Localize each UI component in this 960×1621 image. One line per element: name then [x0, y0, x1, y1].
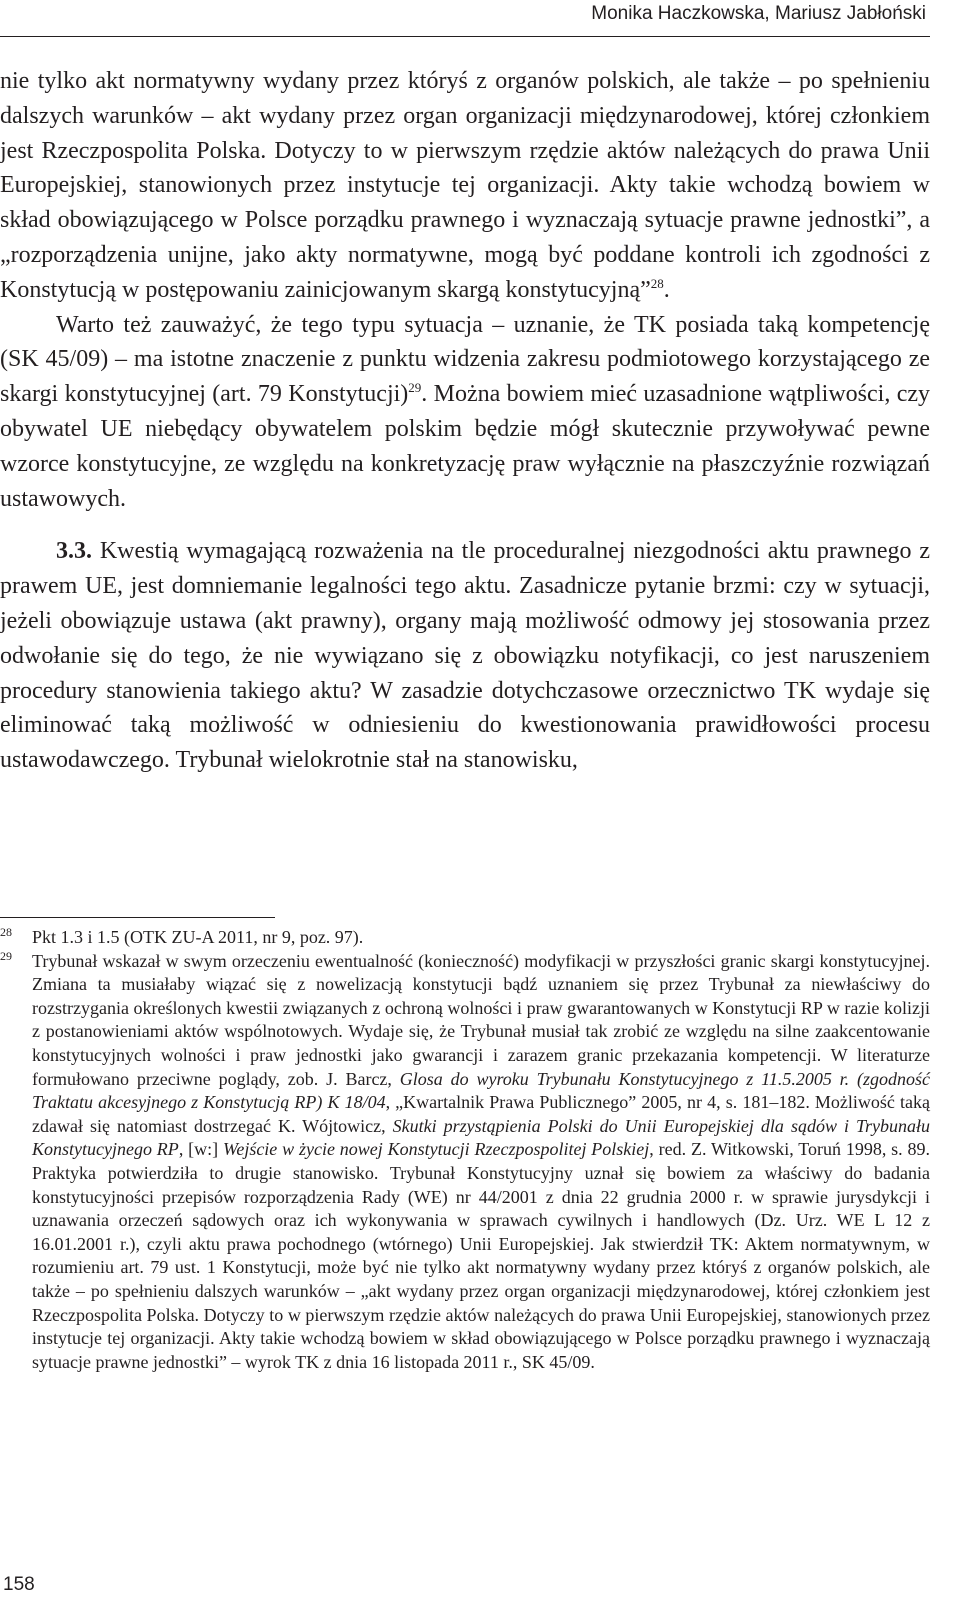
footnote-number: 29 — [0, 948, 12, 963]
running-head-authors: Monika Haczkowska, Mariusz Jabłoński — [591, 3, 926, 24]
paragraph-1 — [0, 64, 930, 308]
footnote-ref-28[interactable]: 28 — [650, 275, 664, 291]
paragraph-3 — [0, 534, 930, 778]
footnote-ref-29[interactable]: 29 — [408, 380, 422, 396]
footnote-text-b: , „Kwartalnik Prawa Publicznego” 2005, nr 4, s. 181–182. Możliwość taką zdawał się natomiast dostrzegać K. Wójtowicz, — [32, 1092, 930, 1136]
header-rule — [0, 36, 930, 37]
footnote-text-c: , [w:] — [178, 1139, 223, 1160]
cited-title-wejscie: Wejście w życie nowej Konstytucji Rzeczpospolitej Polskiej — [222, 1139, 650, 1160]
footnote-text: Pkt 1.3 i 1.5 (OTK ZU-A 2011, nr 9, poz. 97). — [32, 927, 364, 947]
footnote-text-d: , red. Z. Witkowski, Toruń 1998, s. 89. Praktyka potwierdziła to drugie stanowisko. Trybunał Konstytucyjny uznał się bowiem za właściwy do badania konstytucyjności przepisów rozporządzenia Rady (WE) nr 44/2001 z dnia 22 grudnia 2000 r. w sprawie jurysdykcji i uznawania orzeczeń sądowych oraz ich wykonywania w sprawach cywilnych i handlowych (Dz. Urz. WE L 12 z 16.01.2001 r.), czyli aktu prawa pochodnego (wtórnego) Unii Europejskiej. Jak stwierdził TK: Aktem normatywnym, w rozumieniu art. 79 ust. 1 Konstytucji, może być nie tylko akt normatywny wydany przez któryś z organów polskich, ale także – po spełnieniu dalszych warunków – „akt wydany przez organ organizacji międzynarodowej, której członkiem jest Rzeczpospolita Polska. Dotyczy to w pierwszym rzędzie aktów należących do prawa Unii Europejskiej, stanowionych przez instytucje tej organizacji. Akty takie wchodzą bowiem w skład obowiązującego w Polsce porządku prawnego i wyznaczają sytuacje prawne jednostki” – wyrok TK z dnia 16 listopada 2011 r., SK 45/09. — [32, 1139, 931, 1372]
cited-title-glosa: Glosa do wyroku Trybunału Konstytucyjnego z 11.5.2005 r. (zgodność Traktatu akcesyjnego z Konstytucją RP) K 18/04 — [32, 1068, 931, 1113]
footnote-number: 28 — [0, 925, 12, 939]
main-text — [0, 64, 930, 778]
footnote-text-a: Trybunał wskazał w swym orzeczeniu ewentualność (konieczność) modyfikacji w przyszłości granic skargi konstytucyjnej. Zmiana ta musiałaby wiązać się z nowelizacją konstytucji bądź uznaniem się przez Trybunał za niewłaściwy do rozstrzygania określonych kwestii związanych z ochroną wolności i praw gwarantowanych w Konstytucji RP w razie kolizji z postanowieniami aktów wspólnotowych. Wydaje się, że Trybunał musiał tak zrobić ze względu na silne zaakcentowanie konstytucyjnych wolności i praw jednostki jako gwarancji i zarazem granic przekazania kompetencji. W literaturze formułowano przeciwne poglądy, zob. J. Barcz, — [32, 950, 930, 1089]
page-number: 158 — [3, 1574, 35, 1595]
paragraph-3-text: Kwestią wymagającą rozważenia na tle proceduralnej niezgodności aktu prawnego z prawem UE, jest domniemanie legalności tego aktu. Zasadnicze pytanie brzmi: czy w sytuacji, jeżeli obowiązuje ustawa (akt prawny), organy mają możliwość odmowy jej stosowania przez odwołanie się do tego, że nie wywiązano się z obowiązku notyfikacji, co jest naruszeniem procedury stanowienia takiego aktu? W zasadzie dotychczasowe orzecznictwo TK wydaje się eliminować taką możliwość w odniesieniu do kwestionowania prawidłowości procesu ustawodawczego. Trybunał wielokrotnie stał na stanowisku, — [0, 538, 930, 774]
paragraph-2-text-b: . Można bowiem mieć uzasadnione wątpliwości, czy obywatel UE niebędący obywatelem polskim będzie mógł skutecznie przywoływać pewne wzorce konstytucyjne, ze względu na konkretyzację praw wyłącznie na płaszczyźnie rozwiązań ustawowych. — [0, 381, 930, 512]
footnote-rule — [0, 917, 275, 918]
cited-title-skutki: Skutki przystąpienia Polski do Unii Europejskiej dla sądów i Trybunału Konstytucyjnego RP — [32, 1115, 930, 1160]
paragraph-2-text-a: Warto też zauważyć, że tego typu sytuacja – uznanie, że TK posiada taką kompetencję (SK 45/09) – ma istotne znaczenie z punktu widzenia zakresu podmiotowego korzystającego ze skargi konstytucyjnej (art. 79 Konstytucji) — [0, 311, 930, 408]
footnotes — [0, 926, 930, 1374]
footnote-29 — [0, 950, 930, 1375]
paragraph-1-end: . — [663, 276, 670, 303]
paragraph-1-text: nie tylko akt normatywny wydany przez któryś z organów polskich, ale także – po spełnieniu dalszych warunków – akt wydany przez organ organizacji międzynarodowej, której członkiem jest Rzeczpospolita Polska. Dotyczy to w pierwszym rzędzie aktów należących do prawa Unii Europejskiej, stanowionych przez instytucje tej organizacji. Akty takie wchodzą bowiem w skład obowiązującego w Polsce porządku prawnego i wyznaczają sytuacje prawne jednostki”, a „rozporządzenia unijne, jako akty normatywne, mogą być poddane kontroli ich zgodności z Konstytucją w postępowaniu zainicjowanym skargą konstytucyjną” — [0, 68, 930, 303]
section-number: 3.3. — [56, 538, 92, 565]
paragraph-2 — [0, 308, 930, 517]
footnote-28 — [0, 926, 930, 950]
